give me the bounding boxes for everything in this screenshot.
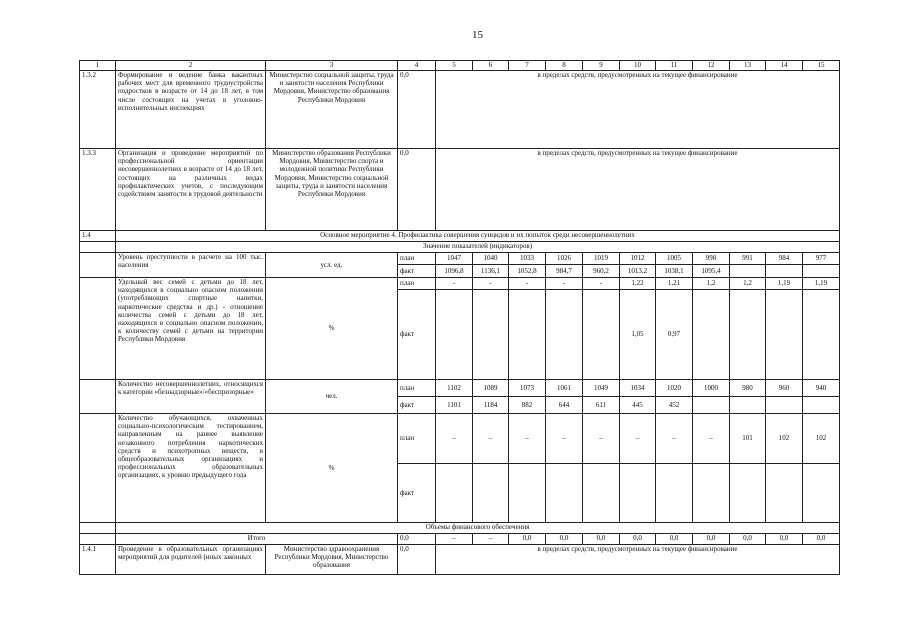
fact-value: 611 [583,397,620,414]
table-row [80,278,840,290]
header-cell: 3 [266,61,398,71]
total-value: – [436,534,473,545]
empty-cell [80,534,116,545]
indicator-unit: усл. ед. [266,253,398,278]
fact-value [509,290,546,380]
fact-value [766,464,803,523]
indicator-name: Количество несовершеннолетних, относящихся к категории «безнадзорные»/«беспризорные» [116,380,266,414]
plan-value: - [583,278,620,290]
column-numbers-row [80,61,840,71]
plan-value: - [473,278,509,290]
total-value: 0,0 [656,534,693,545]
plan-value: 1061 [546,380,583,397]
total-value: 0,0 [546,534,583,545]
header-cell: 13 [730,61,766,71]
fact-value [730,397,766,414]
plan-value: 1,22 [620,278,656,290]
fact-value: 984,7 [546,265,583,278]
total-value: 0,0 [803,534,840,545]
indicator-unit: чел. [266,380,398,414]
plan-value: 940 [803,380,840,397]
plan-value: 101 [730,414,766,464]
fact-value [436,464,473,523]
plan-value: – [473,414,509,464]
plan-value: 1,19 [803,278,840,290]
row-number: 1.3.3 [80,149,116,231]
plan-value: 1,19 [766,278,803,290]
table-row [80,253,840,265]
fact-value [620,464,656,523]
fact-label: факт [398,290,436,380]
plan-value: 1,2 [693,278,730,290]
fact-label: факт [398,397,436,414]
fact-value: 1052,8 [509,265,546,278]
header-cell: 11 [656,61,693,71]
fact-value [693,464,730,523]
fact-value: 0,97 [656,290,693,380]
fact-value [730,290,766,380]
fact-value: 1096,8 [436,265,473,278]
fact-value: 1038,1 [656,265,693,278]
fact-value [730,464,766,523]
header-cell: 2 [116,61,266,71]
fact-value [473,290,509,380]
plan-value: 1073 [509,380,546,397]
header-cell: 8 [546,61,583,71]
total-value: 0,0 [693,534,730,545]
plan-value: 1034 [620,380,656,397]
financing-note: в пределах средств, предусмотренных на текущее финансирование [436,71,840,149]
header-cell: 1 [80,61,116,71]
fact-value [766,290,803,380]
finance-title: Объемы финансового обеспечения [116,523,840,534]
empty-cell [80,253,116,278]
fact-value [766,265,803,278]
section-title: Основное мероприятие 4. Профилактика совершения суицидов и их попыток среди несовершеннолетних [116,231,840,242]
plan-value: 991 [730,253,766,265]
header-cell: 10 [620,61,656,71]
executor: Министерство здравоохранения Республики Мордовия, Министерство образования [266,545,398,575]
activity-name: Организация и проведение мероприятий по профессиональной ориентации несовершеннолетних в возрасте от 14 до 18 лет, состоящих на различных видах профилактических учетов, с последующим содействием занятости в трудовой деятельности [116,149,266,231]
amount: 0,0 [398,149,436,231]
fact-value [803,397,840,414]
fact-value [546,464,583,523]
header-cell: 7 [509,61,546,71]
plan-value: 1047 [436,253,473,265]
indicator-unit: % [266,278,398,380]
total-value: 0,0 [509,534,546,545]
table-row [80,545,840,575]
table-row [80,149,840,231]
table-row [80,71,840,149]
plan-value: – [620,414,656,464]
fact-value: 1013,2 [620,265,656,278]
plan-label: план [398,278,436,290]
plan-value: – [693,414,730,464]
table-row [80,242,840,253]
plan-value: 1040 [473,253,509,265]
financing-note: в пределах средств, предусмотренных на текущее финансирование [436,545,840,575]
fact-label: факт [398,265,436,278]
executor: Министерство социальной защиты, труда и занятости населения Республики Мордовия, Министерство образования Республики Мордовия [266,71,398,149]
plan-value: 1102 [436,380,473,397]
total-value: 0,0 [583,534,620,545]
plan-value: 1000 [693,380,730,397]
table-row [80,380,840,397]
fact-value: 960,2 [583,265,620,278]
plan-value: 1026 [546,253,583,265]
plan-value: - [546,278,583,290]
financing-note: в пределах средств, предусмотренных на текущее финансирование [436,149,840,231]
fact-value: 1136,1 [473,265,509,278]
plan-value: – [509,414,546,464]
plan-label: план [398,414,436,464]
header-cell: 9 [583,61,620,71]
fact-value [730,265,766,278]
fact-value: 1184 [473,397,509,414]
plan-value: 1020 [656,380,693,397]
fact-value [766,397,803,414]
empty-cell [80,242,116,253]
plan-value: 984 [766,253,803,265]
empty-cell [80,523,116,534]
plan-value: 1,2 [730,278,766,290]
table-row [80,414,840,464]
table-row [80,523,840,534]
amount: 0,0 [398,545,436,575]
plan-value: 1005 [656,253,693,265]
plan-value: - [509,278,546,290]
plan-label: план [398,380,436,397]
empty-cell [80,380,116,414]
indicator-name: Количество обучающихся, охваченных социально-психологическим тестированием, направленным на раннее выявление незаконного потребления наркотических средств и психотропных веществ, в общеобразовательных организациях и профессиональных образовательных организациях, к уровню предыдущего года [116,414,266,523]
header-cell: 5 [436,61,473,71]
header-cell: 6 [473,61,509,71]
fact-value [693,397,730,414]
fact-value [436,290,473,380]
row-number: 1.3.2 [80,71,116,149]
plan-value: – [583,414,620,464]
row-number: 1.4.1 [80,545,116,575]
plan-value: 1089 [473,380,509,397]
total-value: 0,0 [620,534,656,545]
plan-value: – [546,414,583,464]
fact-value [803,265,840,278]
activity-name: Проведение в образовательных организациях мероприятий для родителей (иных законных [116,545,266,575]
plan-value: 102 [803,414,840,464]
header-cell: 14 [766,61,803,71]
plan-value: 1,21 [656,278,693,290]
fact-value [509,464,546,523]
fact-value: 1095,4 [693,265,730,278]
fact-value: 445 [620,397,656,414]
total-value: 0,0 [730,534,766,545]
fact-value: 882 [509,397,546,414]
plan-value: 102 [766,414,803,464]
table-row [80,231,840,242]
page-number: 15 [472,29,483,41]
plan-label: план [398,253,436,265]
plan-value: 1012 [620,253,656,265]
fact-value [803,290,840,380]
fact-label: факт [398,464,436,523]
fact-value [583,464,620,523]
program-table [79,60,840,575]
indicators-title: Значение показателей (индикаторов) [116,242,840,253]
fact-value: 452 [656,397,693,414]
header-cell: 4 [398,61,436,71]
row-number: 1.4 [80,231,116,242]
plan-value: – [656,414,693,464]
fact-value [473,464,509,523]
total-value: – [473,534,509,545]
plan-value: 980 [730,380,766,397]
indicator-name: Уровень преступности в расчете на 100 тыс. населения [116,253,266,278]
header-cell: 12 [693,61,730,71]
plan-value: 977 [803,253,840,265]
fact-value: 644 [546,397,583,414]
plan-value: 1049 [583,380,620,397]
plan-value: - [436,278,473,290]
fact-value [546,290,583,380]
empty-cell [80,414,116,523]
indicator-unit: % [266,414,398,523]
plan-value: 1019 [583,253,620,265]
plan-value: – [436,414,473,464]
plan-value: 1033 [509,253,546,265]
fact-value: 1101 [436,397,473,414]
fact-value [693,290,730,380]
empty-cell [80,278,116,380]
activity-name: Формирование и ведение банка вакантных рабочих мест для временного трудоустройства подростков в возрасте от 14 до 18 лет, в том числе состоящих на учетах в уголовно-исполнительных инспекциях [116,71,266,149]
plan-value: 960 [766,380,803,397]
fact-value [656,464,693,523]
fact-value: 1,05 [620,290,656,380]
total-value: 0,0 [766,534,803,545]
fact-value [583,290,620,380]
executor: Министерство образования Республики Мордовия, Министерство спорта и молодежной политики Республики Мордовия, Министерство социальной защиты, труда и занятости населения Республики Мордовия [266,149,398,231]
indicator-name: Удельный вес семей с детьми до 18 лет, находящихся в социально опасном положении (употребляющих спиртные напитки, наркотические средства и др.) - отношение количества семей с детьми до 18 лет, находящихся в социально опасном положении, к количеству семей с детьми на территории Республики Мордовия [116,278,266,380]
fact-value [803,464,840,523]
table-row [80,534,840,545]
total-label: Итого [116,534,398,545]
amount: 0,0 [398,71,436,149]
plan-value: 998 [693,253,730,265]
header-cell: 15 [803,61,840,71]
total-value: 0,0 [398,534,436,545]
